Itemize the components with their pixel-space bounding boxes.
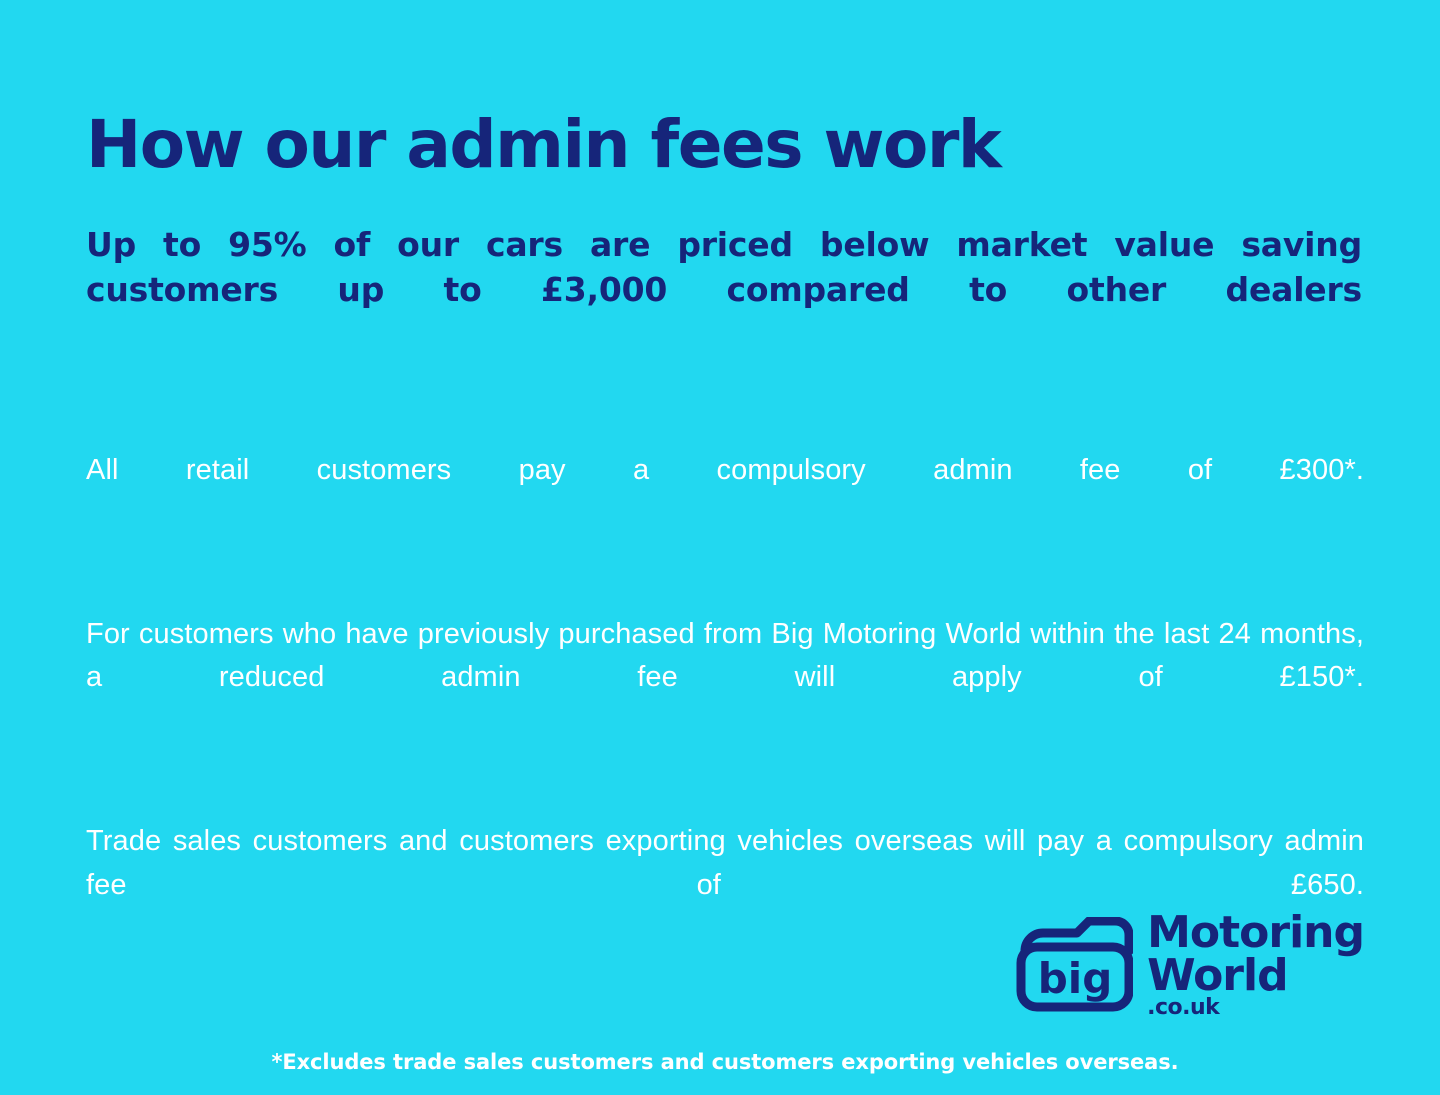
svg-text:big: big bbox=[1037, 954, 1113, 1004]
big-car-icon bbox=[1015, 917, 1133, 1013]
body-paragraph-returning-customer-fee: For customers who have previously purchased from Big Motoring World within the last 24 months, a reduced admin fee will apply of £150*. bbox=[86, 617, 1364, 694]
body-paragraph-retail-fee: All retail customers pay a compulsory admin fee of £300*. bbox=[86, 453, 1364, 486]
page-title: How our admin fees work bbox=[86, 106, 1001, 183]
brand-word-world: World bbox=[1147, 950, 1288, 1002]
brand-word-motoring: Motoring bbox=[1147, 907, 1364, 959]
brand-logo bbox=[1015, 907, 1364, 1021]
body-paragraph-trade-export-fee: Trade sales customers and customers exporting vehicles overseas will pay a compulsory admin fee of £650. bbox=[86, 825, 1364, 901]
brand-tld: .co.uk bbox=[1147, 995, 1220, 1021]
brand-wordmark bbox=[1147, 907, 1364, 1021]
footnote-disclaimer: *Excludes trade sales customers and customers exporting vehicles overseas. bbox=[271, 1049, 1179, 1074]
subheading: Up to 95% of our cars are priced below market value saving customers up to £3,000 compared to other dealers bbox=[86, 225, 1362, 310]
